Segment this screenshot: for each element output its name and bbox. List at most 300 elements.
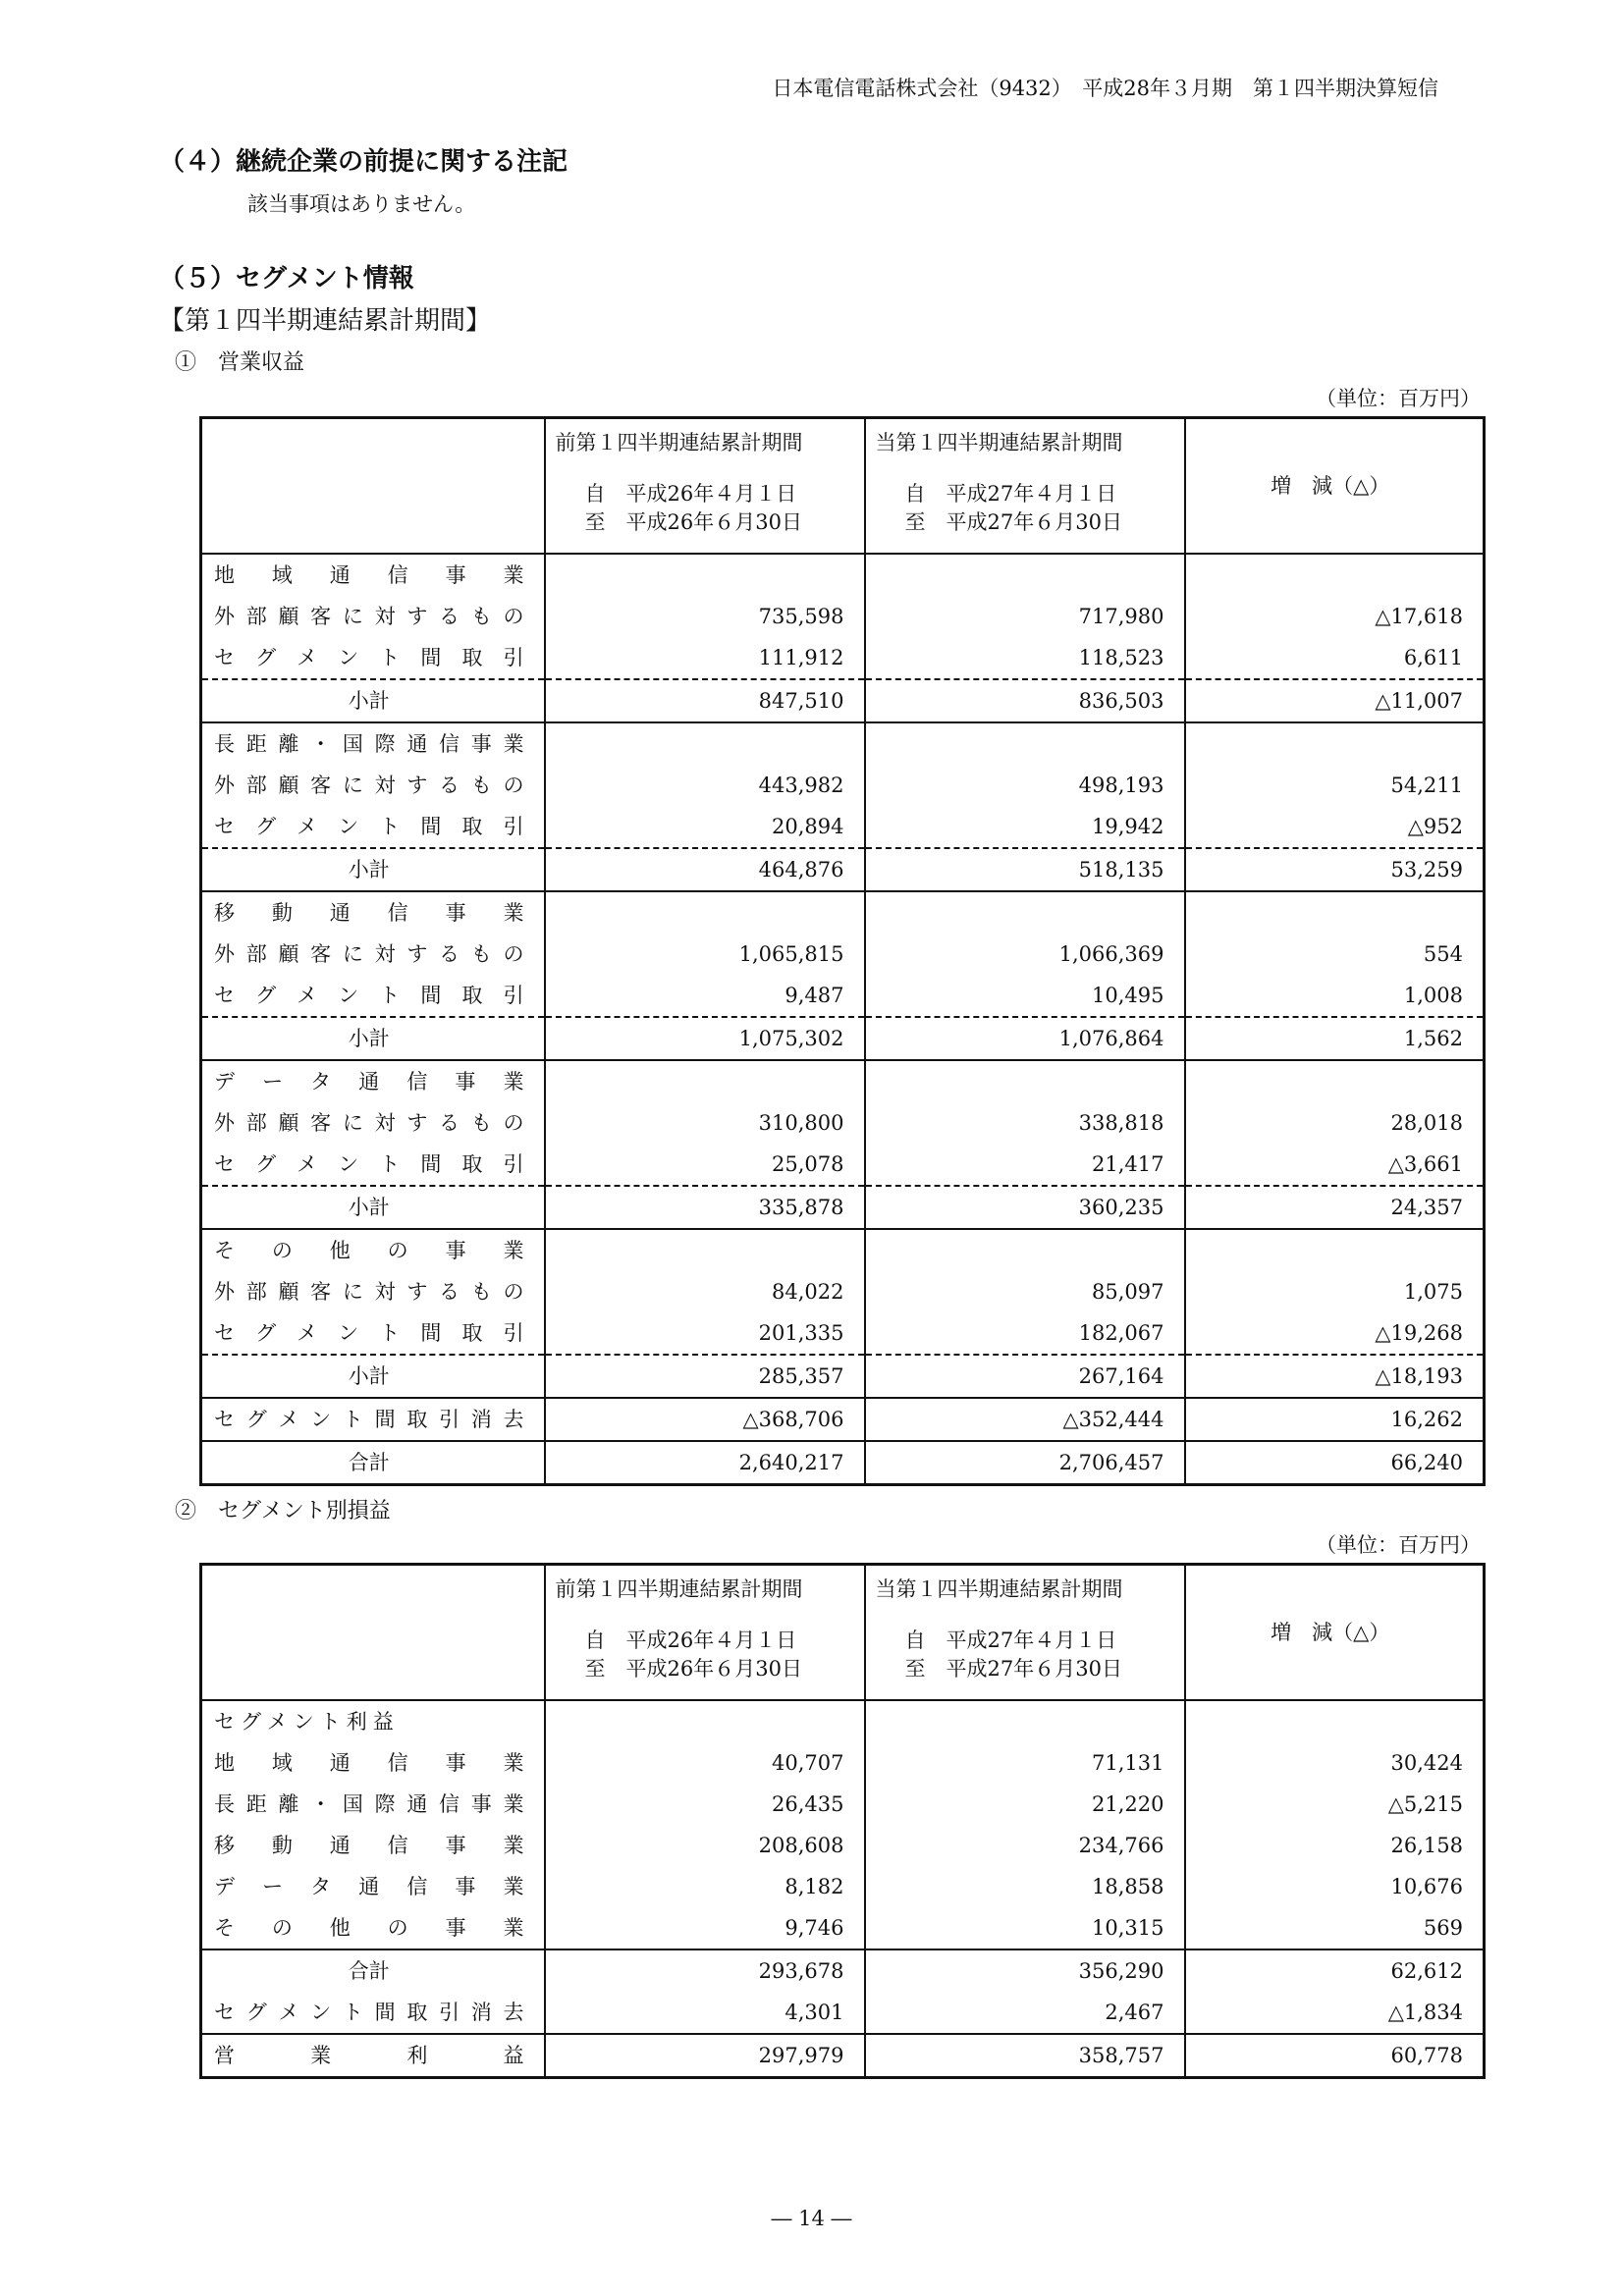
label-char: も (470, 605, 492, 628)
label-char: 顧 (278, 1280, 299, 1304)
prev-value-cell (545, 891, 865, 934)
curr-value-cell: 85,097 (865, 1271, 1185, 1312)
spaced-label (214, 1102, 524, 1144)
prev-value-cell: 1,075,302 (545, 1017, 865, 1060)
label-char: グ (255, 1152, 277, 1176)
page-number: ― 14 ― (771, 2207, 852, 2230)
row-label (201, 934, 545, 975)
spaced-label (214, 596, 524, 637)
label-char: 引 (503, 815, 524, 838)
label-char: 引 (503, 646, 524, 669)
label-char: 長 (214, 732, 235, 756)
label-char: ト (379, 1152, 401, 1176)
label-char: 通 (329, 1834, 351, 1857)
curr-value-cell: 360,235 (865, 1186, 1185, 1229)
curr-value-cell: 836,503 (865, 679, 1185, 722)
curr-value-cell: 118,523 (865, 637, 1185, 679)
label-char: の (503, 942, 524, 966)
prev-value-cell: 297,979 (545, 2034, 865, 2078)
curr-value-cell: 518,135 (865, 848, 1185, 891)
label-char: 事 (445, 901, 466, 925)
curr-value-cell: 358,757 (865, 2034, 1185, 2078)
elimination-row (201, 1398, 1485, 1441)
label-char: メ (297, 815, 318, 838)
label-char: 動 (271, 1834, 293, 1857)
label-char: 取 (461, 1152, 483, 1176)
label-char: 事 (445, 563, 466, 587)
prev-value-cell: 26,435 (545, 1784, 865, 1825)
label-char: の (387, 1239, 408, 1262)
label-char: 信 (387, 901, 408, 925)
going-concern-note: 該当事項はありません。 (247, 192, 476, 216)
diff-value-cell (1185, 1060, 1485, 1102)
prev-value-cell (545, 722, 865, 765)
subtotal-row (201, 848, 1485, 891)
prev-value-cell (545, 554, 865, 596)
label-char: 部 (245, 1111, 267, 1135)
prev-value-cell: 20,894 (545, 806, 865, 848)
diff-value-cell: △5,215 (1185, 1784, 1485, 1825)
section-title-going-concern: （４）継続企業の前提に関する注記 (159, 147, 568, 177)
subtotal-row (201, 1355, 1485, 1398)
diff-value-cell: 60,778 (1185, 2034, 1485, 2078)
label-char: に (342, 774, 363, 797)
label-char: グ (245, 2001, 267, 2024)
curr-value-cell: 1,076,864 (865, 1017, 1185, 1060)
label-char: の (387, 1916, 408, 1940)
label-char: も (470, 1280, 492, 1304)
prev-value-cell: 735,598 (545, 596, 865, 637)
label-char: ー (262, 1070, 284, 1094)
label-char: セ (214, 1152, 235, 1176)
curr-value-cell: 267,164 (865, 1355, 1185, 1398)
segment-name-row (201, 891, 1485, 934)
row-label (201, 1825, 545, 1866)
row-label (201, 1907, 545, 1949)
label-char: も (470, 774, 492, 797)
label-char: 間 (374, 2001, 396, 2024)
label-char: セ (214, 1321, 235, 1345)
curr-value-cell (865, 554, 1185, 596)
curr-value-cell: 18,858 (865, 1866, 1185, 1907)
label-char: 動 (271, 901, 293, 925)
prev-value-cell: 464,876 (545, 848, 865, 891)
spaced-label (214, 934, 524, 975)
label-char: ト (379, 1321, 401, 1345)
diff-value-cell: 54,211 (1185, 765, 1485, 806)
label-char: 去 (503, 1408, 524, 1431)
label-char: に (342, 1111, 363, 1135)
spaced-label (214, 1825, 524, 1866)
spaced-label (214, 1742, 524, 1784)
row-label (201, 1398, 545, 1441)
label-char: 事 (445, 1239, 466, 1262)
spaced-label (214, 1230, 524, 1271)
label-char: 間 (420, 1321, 442, 1345)
label-char: 顧 (278, 942, 299, 966)
prev-value-cell: 9,746 (545, 1907, 865, 1949)
diff-value-cell (1185, 554, 1485, 596)
label-char: 去 (503, 2001, 524, 2024)
label-char: 間 (420, 1152, 442, 1176)
label-char: 地 (214, 563, 235, 587)
prev-value-cell: 8,182 (545, 1866, 865, 1907)
label-char: も (470, 1111, 492, 1135)
intersegment-row (201, 1144, 1485, 1186)
label-char: 他 (329, 1916, 351, 1940)
label-char: 営 (214, 2044, 235, 2067)
label-char: 客 (310, 1111, 332, 1135)
segment-profit-row (201, 1907, 1485, 1949)
curr-value-cell: △352,444 (865, 1398, 1185, 1441)
spaced-label (214, 765, 524, 806)
label-char: 距 (245, 732, 267, 756)
label-char: 間 (420, 984, 442, 1007)
label-char: 利 (406, 2044, 428, 2067)
label-char: タ (310, 1875, 332, 1898)
diff-value-cell: △19,268 (1185, 1312, 1485, 1355)
label-char: 引 (439, 1408, 460, 1431)
spaced-label (214, 2035, 524, 2076)
label-char: に (342, 942, 363, 966)
label-char: ト (342, 1408, 363, 1431)
spaced-label (214, 1992, 524, 2033)
label-char: グ (255, 984, 277, 1007)
prev-value-cell: 310,800 (545, 1102, 865, 1144)
label-char: 事 (455, 1875, 476, 1898)
label-char: 業 (503, 1792, 524, 1816)
prev-value-cell: △368,706 (545, 1398, 865, 1441)
total-row (201, 1441, 1485, 1485)
row-label (201, 806, 545, 848)
prev-period-header: 前第１四半期連結累計期間 自 平成26年４月１日 至 平成26年６月30日 (545, 1565, 865, 1701)
row-label (201, 1992, 545, 2034)
diff-value-cell: △1,834 (1185, 1992, 1485, 2034)
row-label (201, 975, 545, 1017)
diff-value-cell: 554 (1185, 934, 1485, 975)
curr-value-cell: 71,131 (865, 1742, 1185, 1784)
diff-value-cell: △18,193 (1185, 1355, 1485, 1398)
label-char: グ (255, 646, 277, 669)
row-label: 小計 (201, 1186, 545, 1229)
diff-value-cell: 24,357 (1185, 1186, 1485, 1229)
label-char: に (342, 605, 363, 628)
label-char: 引 (439, 2001, 460, 2024)
row-label (201, 765, 545, 806)
label-char: 業 (503, 732, 524, 756)
row-label (201, 2034, 545, 2078)
label-char: 通 (358, 1875, 380, 1898)
curr-value-cell (865, 1229, 1185, 1271)
label-char: 益 (503, 2044, 524, 2067)
label-char: 通 (329, 1751, 351, 1775)
subtotal-row (201, 679, 1485, 722)
curr-value-cell: 234,766 (865, 1825, 1185, 1866)
curr-value-cell (865, 722, 1185, 765)
label-char: 客 (310, 774, 332, 797)
label-char: 間 (420, 646, 442, 669)
spaced-label (214, 637, 524, 678)
label-char: 事 (455, 1070, 476, 1094)
curr-value-cell: 19,942 (865, 806, 1185, 848)
diff-value-cell: 16,262 (1185, 1398, 1485, 1441)
diff-value-cell: 62,612 (1185, 1949, 1485, 1992)
row-label (201, 1271, 545, 1312)
external-customer-row (201, 934, 1485, 975)
label-char: セ (214, 2001, 235, 2024)
external-customer-row (201, 765, 1485, 806)
label-char: 引 (503, 984, 524, 1007)
label-char: 取 (406, 2001, 428, 2024)
prev-value-cell: 2,640,217 (545, 1441, 865, 1485)
label-char: 対 (374, 942, 396, 966)
prev-value-cell: 208,608 (545, 1825, 865, 1866)
label-char: 地 (214, 1751, 235, 1775)
row-label (201, 1784, 545, 1825)
label-char: 取 (406, 1408, 428, 1431)
label-char: 取 (461, 984, 483, 1007)
external-customer-row (201, 596, 1485, 637)
spaced-label (214, 1144, 524, 1185)
label-char: ン (310, 2001, 332, 2024)
prev-value-cell (545, 1229, 865, 1271)
diff-value-cell: △11,007 (1185, 679, 1485, 722)
label-char: 業 (503, 1834, 524, 1857)
label-char: 信 (387, 1751, 408, 1775)
subtotal-row (201, 1186, 1485, 1229)
label-char: 信 (439, 1792, 460, 1816)
curr-value-cell: 717,980 (865, 596, 1185, 637)
label-char: 消 (470, 2001, 492, 2024)
row-label (201, 596, 545, 637)
label-char: ・ (310, 1792, 332, 1816)
curr-period-header: 当第１四半期連結累計期間 自 平成27年４月１日 至 平成27年６月30日 (865, 1565, 1185, 1701)
label-char: 部 (245, 605, 267, 628)
segment-name-row (201, 1229, 1485, 1271)
label-char: 対 (374, 1280, 396, 1304)
segment-name-row (201, 554, 1485, 596)
segment-profit-row (201, 1784, 1485, 1825)
label-char: 事 (470, 732, 492, 756)
label-char: 客 (310, 942, 332, 966)
external-customer-row (201, 1271, 1485, 1312)
segment-profit-group-row (201, 1700, 1485, 1742)
label-char: メ (297, 646, 318, 669)
label-char: ン (338, 815, 359, 838)
label-char: 事 (470, 1792, 492, 1816)
diff-value-cell: 30,424 (1185, 1742, 1485, 1784)
prev-value-cell: 1,065,815 (545, 934, 865, 975)
prev-value-cell: 40,707 (545, 1742, 865, 1784)
diff-value-cell: 28,018 (1185, 1102, 1485, 1144)
segment-profit-row (201, 1742, 1485, 1784)
label-char: 業 (503, 1239, 524, 1262)
label-char: ト (379, 984, 401, 1007)
spaced-label (214, 1784, 524, 1825)
label-char: 離 (278, 1792, 299, 1816)
label-char: ン (338, 1321, 359, 1345)
label-char: 信 (406, 1875, 428, 1898)
label-char: デ (214, 1070, 235, 1094)
diff-value-cell: 26,158 (1185, 1825, 1485, 1866)
label-char: 対 (374, 774, 396, 797)
prev-value-cell (545, 1060, 865, 1102)
label-char: 国 (342, 1792, 363, 1816)
label-char: グ (255, 1321, 277, 1345)
row-label (201, 1229, 545, 1271)
row-label: 合計 (201, 1949, 545, 1992)
diff-value-cell: 1,008 (1185, 975, 1485, 1017)
diff-header: 増 減（△） (1185, 418, 1485, 555)
curr-value-cell: 2,467 (865, 1992, 1185, 2034)
table-header-row (201, 1565, 1485, 1701)
spaced-label (214, 806, 524, 847)
label-char: 信 (439, 732, 460, 756)
table1-caption: ① 営業収益 (175, 350, 305, 375)
label-char: ン (338, 984, 359, 1007)
label-char: グ (255, 815, 277, 838)
label-char: る (439, 942, 460, 966)
label-char: メ (278, 2001, 299, 2024)
label-char: 客 (310, 605, 332, 628)
document-header: 日本電信電話株式会社（9432） 平成28年３月期 第１四半期決算短信 (772, 77, 1438, 100)
label-char: 取 (461, 1321, 483, 1345)
row-label (201, 554, 545, 596)
segment-profit-table (199, 1563, 1486, 2079)
row-label: 小計 (201, 679, 545, 722)
label-char: セ (214, 1408, 235, 1431)
diff-value-cell: △3,661 (1185, 1144, 1485, 1186)
label-char: 業 (503, 1070, 524, 1094)
label-char: 取 (461, 815, 483, 838)
label-char: そ (214, 1239, 235, 1262)
prev-value-cell: 443,982 (545, 765, 865, 806)
intersegment-row (201, 637, 1485, 679)
diff-value-cell: 569 (1185, 1907, 1485, 1949)
label-char: 対 (374, 1111, 396, 1135)
label-char: 通 (329, 901, 351, 925)
table-header-row (201, 418, 1485, 555)
curr-value-cell (865, 1700, 1185, 1742)
label-char: 客 (310, 1280, 332, 1304)
label-char: そ (214, 1916, 235, 1940)
label-char: 通 (358, 1070, 380, 1094)
label-char: 通 (406, 1792, 428, 1816)
label-char: 通 (329, 563, 351, 587)
row-label (201, 1144, 545, 1186)
label-char: 業 (503, 1916, 524, 1940)
label-char: る (439, 605, 460, 628)
label-char: 引 (503, 1152, 524, 1176)
label-char: 業 (310, 2044, 332, 2067)
row-label (201, 1102, 545, 1144)
label-char: る (439, 1280, 460, 1304)
spaced-label (214, 1312, 524, 1354)
label-char: の (271, 1239, 293, 1262)
label-char: 事 (445, 1751, 466, 1775)
row-label: 小計 (201, 1355, 545, 1398)
diff-value-cell (1185, 891, 1485, 934)
diff-value-cell: 1,562 (1185, 1017, 1485, 1060)
curr-value-cell: 21,417 (865, 1144, 1185, 1186)
label-char: ト (342, 2001, 363, 2024)
label-char: 引 (503, 1321, 524, 1345)
external-customer-row (201, 1102, 1485, 1144)
row-label (201, 891, 545, 934)
label-char: 際 (374, 1792, 396, 1816)
prev-value-cell: 847,510 (545, 679, 865, 722)
diff-value-cell (1185, 1229, 1485, 1271)
label-char: 事 (445, 1834, 466, 1857)
curr-value-cell (865, 1060, 1185, 1102)
prev-value-cell: 9,487 (545, 975, 865, 1017)
label-char: 際 (374, 732, 396, 756)
label-char: 対 (374, 605, 396, 628)
label-char: も (470, 942, 492, 966)
label-char: す (406, 1111, 428, 1135)
label-char: 外 (214, 942, 235, 966)
row-label: 合計 (201, 1441, 545, 1485)
spaced-label (214, 1866, 524, 1907)
operating-income-row (201, 2034, 1485, 2078)
row-label (201, 1742, 545, 1784)
label-char: メ (297, 984, 318, 1007)
label-char: セ (214, 815, 235, 838)
curr-value-cell: 10,315 (865, 1907, 1185, 1949)
row-label (201, 1866, 545, 1907)
label-char: ン (338, 1152, 359, 1176)
spaced-label (214, 723, 524, 765)
label-char: に (342, 1280, 363, 1304)
label-char: メ (297, 1321, 318, 1345)
spaced-label (214, 1399, 524, 1440)
row-label (201, 637, 545, 679)
label-char: セ (214, 646, 235, 669)
row-label: 小計 (201, 848, 545, 891)
segment-profit-row (201, 1866, 1485, 1907)
spaced-label (214, 1907, 524, 1949)
label-char: 国 (342, 732, 363, 756)
intersegment-row (201, 1312, 1485, 1355)
label-char: デ (214, 1875, 235, 1898)
table2-unit: （単位：百万円） (1316, 1533, 1481, 1557)
label-char: 顧 (278, 774, 299, 797)
prev-value-cell: 84,022 (545, 1271, 865, 1312)
period-heading: 【第１四半期連結累計期間】 (159, 306, 492, 336)
label-char: 顧 (278, 605, 299, 628)
label-char: 顧 (278, 1111, 299, 1135)
intersegment-row (201, 975, 1485, 1017)
diff-value-cell: △952 (1185, 806, 1485, 848)
label-char: ン (338, 646, 359, 669)
label-char: 業 (503, 1875, 524, 1898)
label-char: の (503, 1111, 524, 1135)
label-char: す (406, 605, 428, 628)
label-char: 外 (214, 1111, 235, 1135)
label-char: 外 (214, 1280, 235, 1304)
label-char: 業 (503, 563, 524, 587)
label-char: 外 (214, 774, 235, 797)
label-char: 消 (470, 1408, 492, 1431)
spaced-label (214, 1061, 524, 1102)
label-char: の (503, 1280, 524, 1304)
header-blank-cell (201, 418, 545, 555)
label-char: 距 (245, 1792, 267, 1816)
table2-caption: ② セグメント別損益 (175, 1499, 391, 1523)
label-char: の (271, 1916, 293, 1940)
prev-value-cell: 201,335 (545, 1312, 865, 1355)
label-char: 長 (214, 1792, 235, 1816)
